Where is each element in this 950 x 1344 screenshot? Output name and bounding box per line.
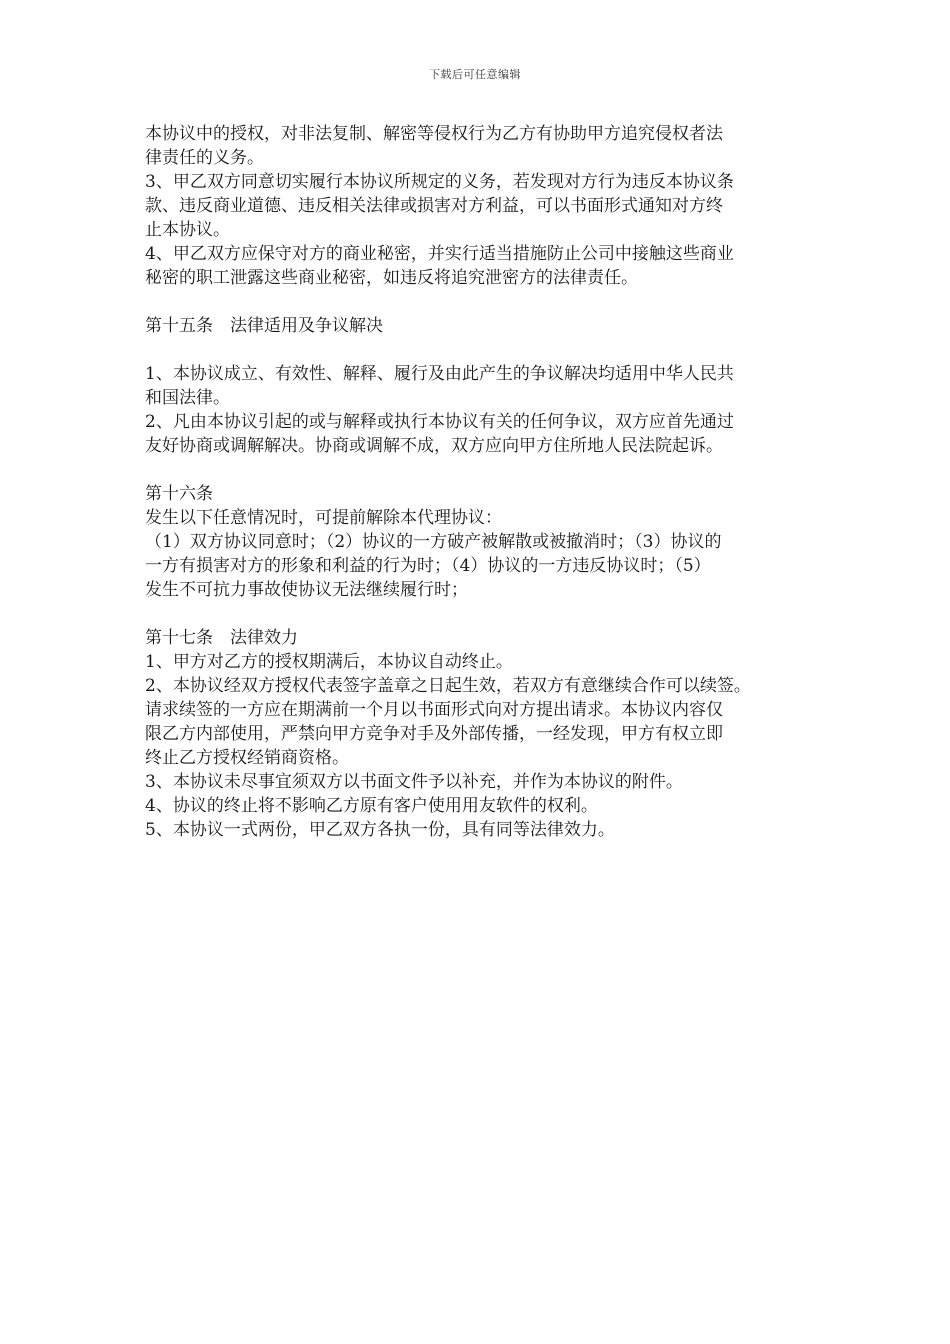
page-header: 下载后可任意编辑 [429,68,521,81]
text-line: 款、违反商业道德、违反相关法律或损害对方利益，可以书面形式通知对方终 [145,196,723,216]
text-line: 1、本协议成立、有效性、解释、履行及由此产生的争议解决均适用中华人民共 [145,364,734,384]
text-line: 一方有损害对方的形象和利益的行为时；（4）协议的一方违反协议时；（5） [145,556,711,576]
text-line: 4、协议的终止将不影响乙方原有客户使用用友软件的权利。 [145,796,598,816]
text-line: 请求续签的一方应在期满前一个月以书面形式向对方提出请求。本协议内容仅 [145,700,723,720]
text-line: 限乙方内部使用，严禁向甲方竞争对手及外部传播，一经发现，甲方有权立即 [145,724,723,744]
text-line: 3、甲乙双方同意切实履行本协议所规定的义务，若发现对方行为违反本协议条 [145,172,734,192]
text-line: 友好协商或调解解决。协商或调解不成，双方应向甲方住所地人民法院起诉。 [145,436,723,456]
text-line: 第十五条 法律适用及争议解决 [145,316,383,336]
text-line: 第十六条 [145,484,213,504]
text-line: 5、本协议一式两份，甲乙双方各执一份，具有同等法律效力。 [145,820,615,840]
blank-line [145,290,825,314]
text-line: 2、本协议经双方授权代表签字盖章之日起生效，若双方有意继续合作可以续签。 [145,676,751,696]
text-line: 律责任的义务。 [145,148,264,168]
text-line: 秘密的职工泄露这些商业秘密，如违反将追究泄密方的法律责任。 [145,268,638,288]
text-line: 2、凡由本协议引起的或与解释或执行本协议有关的任何争议，双方应首先通过 [145,412,734,432]
text-line: 发生以下任意情况时，可提前解除本代理协议： [145,508,502,528]
text-line: 终止乙方授权经销商资格。 [145,748,349,768]
blank-line [145,338,825,362]
text-line: 4、甲乙双方应保守对方的商业秘密，并实行适当措施防止公司中接触这些商业 [145,244,734,264]
blank-line [145,458,825,482]
text-line: 和国法律。 [145,388,230,408]
text-line: 3、本协议未尽事宜须双方以书面文件予以补充，并作为本协议的附件。 [145,772,683,792]
text-line: 止本协议。 [145,220,230,240]
text-line: 1、甲方对乙方的授权期满后，本协议自动终止。 [145,652,513,672]
text-line: （1）双方协议同意时；（2）协议的一方破产被解散或被撤消时；（3）协议的 [145,532,722,552]
document-body [145,122,825,842]
text-line: 本协议中的授权，对非法复制、解密等侵权行为乙方有协助甲方追究侵权者法 [145,124,723,144]
text-line: 第十七条 法律效力 [145,628,298,648]
text-line: 发生不可抗力事故使协议无法继续履行时； [145,580,468,600]
blank-line [145,602,825,626]
